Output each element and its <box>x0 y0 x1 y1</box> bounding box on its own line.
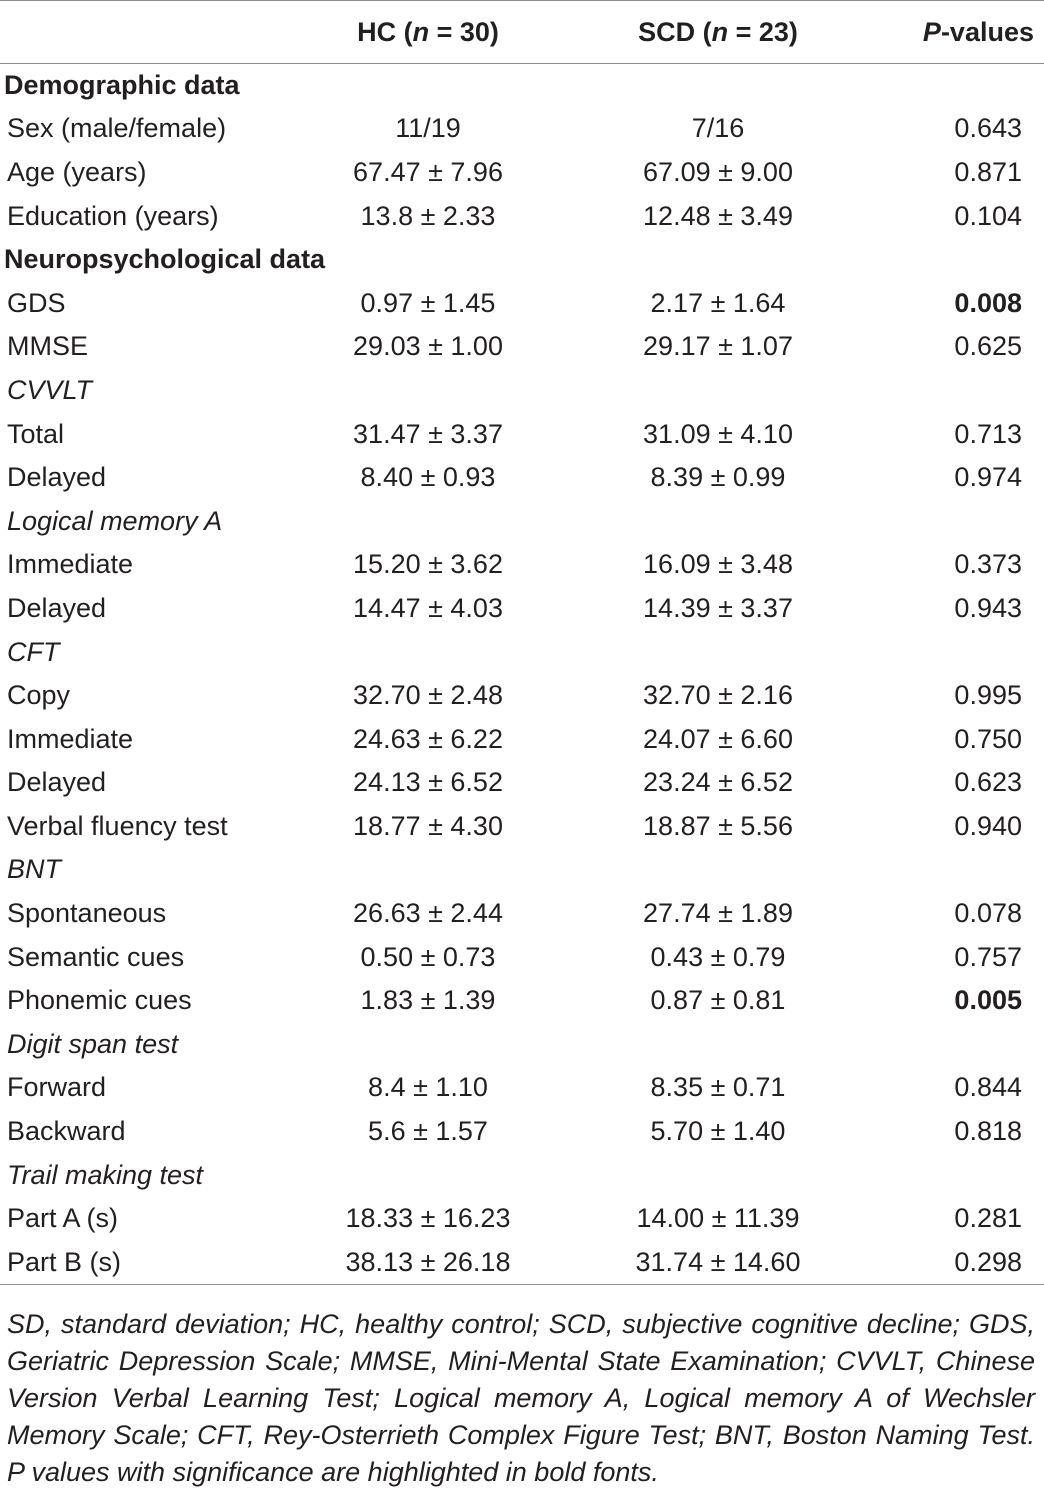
scd-value <box>576 369 860 413</box>
row-label: Verbal fluency test <box>7 810 228 841</box>
hc-value <box>280 1023 576 1067</box>
p-value: 0.943 <box>954 592 1022 623</box>
hc-value: 24.13 ± 6.52 <box>353 767 503 798</box>
section-header-row <box>0 238 1044 282</box>
scd-value <box>576 238 860 282</box>
scd-value: 31.09 ± 4.10 <box>643 418 793 449</box>
scd-value: 8.39 ± 0.99 <box>650 462 786 493</box>
table-row <box>0 674 1044 718</box>
row-label: Demographic data <box>4 70 240 101</box>
row-label: Delayed <box>7 592 107 623</box>
table-footnote: SD, standard deviation; HC, healthy control; SCD, subjective cognitive decline; GDS, Geriatric Depression Scale; MMSE, Mini-Mental State Examination; CVVLT, Chinese Version Verbal Learning Test; Logical memory A, Logical memory A of Wechsler Memory Scale; CFT, Rey-Osterrieth Complex Figure Test; BNT, Boston Naming Test. P values with significance are highlighted in bold fonts. <box>7 1309 1035 1487</box>
row-label: Part B (s) <box>0 1241 280 1285</box>
row-label: Forward <box>7 1072 107 1103</box>
scd-value: 12.48 ± 3.49 <box>643 200 793 231</box>
hc-value: 8.40 ± 0.93 <box>360 462 496 493</box>
header-scd-n: n <box>711 16 729 47</box>
p-value: 0.974 <box>954 462 1022 493</box>
table-row <box>0 281 1044 325</box>
p-value: 0.104 <box>954 200 1022 231</box>
p-value <box>860 1153 1044 1197</box>
row-label: Age (years) <box>7 156 147 187</box>
table-body <box>0 64 1044 1285</box>
hc-value: 18.33 ± 16.23 <box>345 1203 511 1234</box>
scd-value: 24.07 ± 6.60 <box>643 723 793 754</box>
table-header <box>0 1 1044 64</box>
scd-value: 18.87 ± 5.56 <box>643 810 793 841</box>
p-value: 0.281 <box>954 1203 1022 1234</box>
row-label: Immediate <box>7 549 134 580</box>
row-label: CFT <box>7 636 60 667</box>
subsection-row <box>0 1153 1044 1197</box>
p-value: 0.757 <box>954 941 1022 972</box>
hc-value: 5.6 ± 1.57 <box>368 1116 488 1147</box>
table-row <box>0 543 1044 587</box>
row-label: GDS <box>7 287 66 318</box>
hc-value: 26.63 ± 2.44 <box>353 898 503 929</box>
hc-value <box>280 64 576 108</box>
p-value: 0.005 <box>954 985 1022 1016</box>
scd-value: 14.00 ± 11.39 <box>636 1203 800 1234</box>
scd-value: 23.24 ± 6.52 <box>643 767 793 798</box>
hc-value <box>280 630 576 674</box>
hc-value: 15.20 ± 3.62 <box>353 549 503 580</box>
header-p-rest: -values <box>940 16 1034 47</box>
table-row <box>0 1197 1044 1241</box>
p-value: 0.643 <box>954 113 1022 144</box>
subsection-row <box>0 369 1044 413</box>
scd-value: 14.39 ± 3.37 <box>643 592 793 623</box>
p-value: 0.078 <box>954 898 1022 929</box>
row-label: Trail making test <box>7 1159 204 1190</box>
scd-value: 32.70 ± 2.16 <box>643 680 793 711</box>
hc-value <box>280 1153 576 1197</box>
table-row <box>0 892 1044 936</box>
scd-value <box>576 848 860 892</box>
header-p-values <box>860 1 1044 64</box>
p-value: 0.940 <box>954 810 1022 841</box>
hc-value: 8.4 ± 1.10 <box>368 1072 488 1103</box>
header-scd-suffix: = 23) <box>728 16 798 47</box>
scd-value <box>576 1153 860 1197</box>
header-hc-n: n <box>412 16 430 47</box>
hc-value: 0.50 ± 0.73 <box>360 941 496 972</box>
row-label: CVVLT <box>7 374 93 405</box>
hc-value: 13.8 ± 2.33 <box>360 200 496 231</box>
scd-value: 31.74 ± 14.60 <box>576 1241 860 1285</box>
table-row <box>0 717 1044 761</box>
row-label: MMSE <box>7 331 88 362</box>
row-label: Delayed <box>7 767 107 798</box>
p-value: 0.844 <box>954 1072 1022 1103</box>
table-row <box>0 194 1044 238</box>
table-row <box>0 107 1044 151</box>
hc-value: 29.03 ± 1.00 <box>353 331 503 362</box>
hc-value: 67.47 ± 7.96 <box>353 156 503 187</box>
row-label: Total <box>7 418 65 449</box>
header-scd <box>576 1 860 64</box>
scd-value: 7/16 <box>691 113 745 144</box>
row-label: Digit span test <box>7 1028 179 1059</box>
hc-value: 0.97 ± 1.45 <box>360 287 496 318</box>
p-value: 0.625 <box>954 331 1022 362</box>
hc-value: 14.47 ± 4.03 <box>353 592 503 623</box>
hc-value <box>280 499 576 543</box>
row-label: Logical memory A <box>7 505 223 536</box>
header-p-italic: P <box>922 16 941 47</box>
p-value: 0.995 <box>954 680 1022 711</box>
hc-value <box>280 369 576 413</box>
p-value: 0.373 <box>954 549 1022 580</box>
p-value: 0.008 <box>954 287 1022 318</box>
table-row <box>0 456 1044 500</box>
table-row <box>0 587 1044 631</box>
scd-value: 16.09 ± 3.48 <box>643 549 793 580</box>
hc-value <box>280 848 576 892</box>
row-label: Education (years) <box>7 200 219 231</box>
subsection-row <box>0 848 1044 892</box>
hc-value: 18.77 ± 4.30 <box>353 810 503 841</box>
section-header-row <box>0 64 1044 108</box>
p-value <box>860 64 1044 108</box>
row-label: Immediate <box>7 723 134 754</box>
scd-value <box>576 1023 860 1067</box>
header-label-cell <box>0 1 280 64</box>
header-hc-suffix: = 30) <box>429 16 499 47</box>
p-value: 0.298 <box>860 1241 1044 1285</box>
header-row <box>0 1 1044 64</box>
table-row <box>0 979 1044 1023</box>
row-label: Semantic cues <box>7 941 185 972</box>
p-value <box>860 630 1044 674</box>
table-row <box>0 1241 1044 1285</box>
p-value: 0.818 <box>954 1116 1022 1147</box>
row-label: Backward <box>7 1116 126 1147</box>
row-label: Phonemic cues <box>7 985 192 1016</box>
scd-value: 5.70 ± 1.40 <box>650 1116 786 1147</box>
scd-value: 27.74 ± 1.89 <box>643 898 793 929</box>
scd-value: 67.09 ± 9.00 <box>643 156 793 187</box>
p-value: 0.750 <box>954 723 1022 754</box>
header-hc <box>280 1 576 64</box>
scd-value <box>576 630 860 674</box>
scd-value: 2.17 ± 1.64 <box>650 287 786 318</box>
table-row <box>0 151 1044 195</box>
hc-value: 38.13 ± 26.18 <box>280 1241 576 1285</box>
row-label: Spontaneous <box>7 898 167 929</box>
table-row <box>0 325 1044 369</box>
subsection-row <box>0 499 1044 543</box>
subsection-row <box>0 1023 1044 1067</box>
hc-value: 1.83 ± 1.39 <box>360 985 496 1016</box>
table-row <box>0 761 1044 805</box>
table-row <box>0 805 1044 849</box>
p-value <box>860 848 1044 892</box>
row-label: Part A (s) <box>7 1203 119 1234</box>
p-value: 0.623 <box>954 767 1022 798</box>
table-row <box>0 1110 1044 1154</box>
scd-value: 0.87 ± 0.81 <box>650 985 786 1016</box>
p-value <box>860 238 1044 282</box>
row-label: Copy <box>7 680 71 711</box>
table-row <box>0 412 1044 456</box>
table-row <box>0 1066 1044 1110</box>
scd-value: 0.43 ± 0.79 <box>650 941 786 972</box>
p-value <box>860 1023 1044 1067</box>
p-value: 0.871 <box>954 156 1022 187</box>
hc-value: 24.63 ± 6.22 <box>353 723 503 754</box>
p-value <box>860 369 1044 413</box>
hc-value: 31.47 ± 3.37 <box>353 418 503 449</box>
scd-value: 29.17 ± 1.07 <box>643 331 793 362</box>
header-hc-prefix: HC ( <box>357 16 413 47</box>
subsection-row <box>0 630 1044 674</box>
hc-value: 32.70 ± 2.48 <box>353 680 503 711</box>
scd-value <box>576 499 860 543</box>
row-label: Sex (male/female) <box>7 113 227 144</box>
row-label: BNT <box>7 854 61 885</box>
header-scd-prefix: SCD ( <box>638 16 712 47</box>
row-label: Neuropsychological data <box>4 244 326 275</box>
table-row <box>0 935 1044 979</box>
row-label: Delayed <box>7 462 107 493</box>
scd-value <box>576 64 860 108</box>
p-value: 0.713 <box>954 418 1022 449</box>
hc-value: 11/19 <box>395 113 461 144</box>
p-value <box>860 499 1044 543</box>
scd-value: 8.35 ± 0.71 <box>650 1072 786 1103</box>
